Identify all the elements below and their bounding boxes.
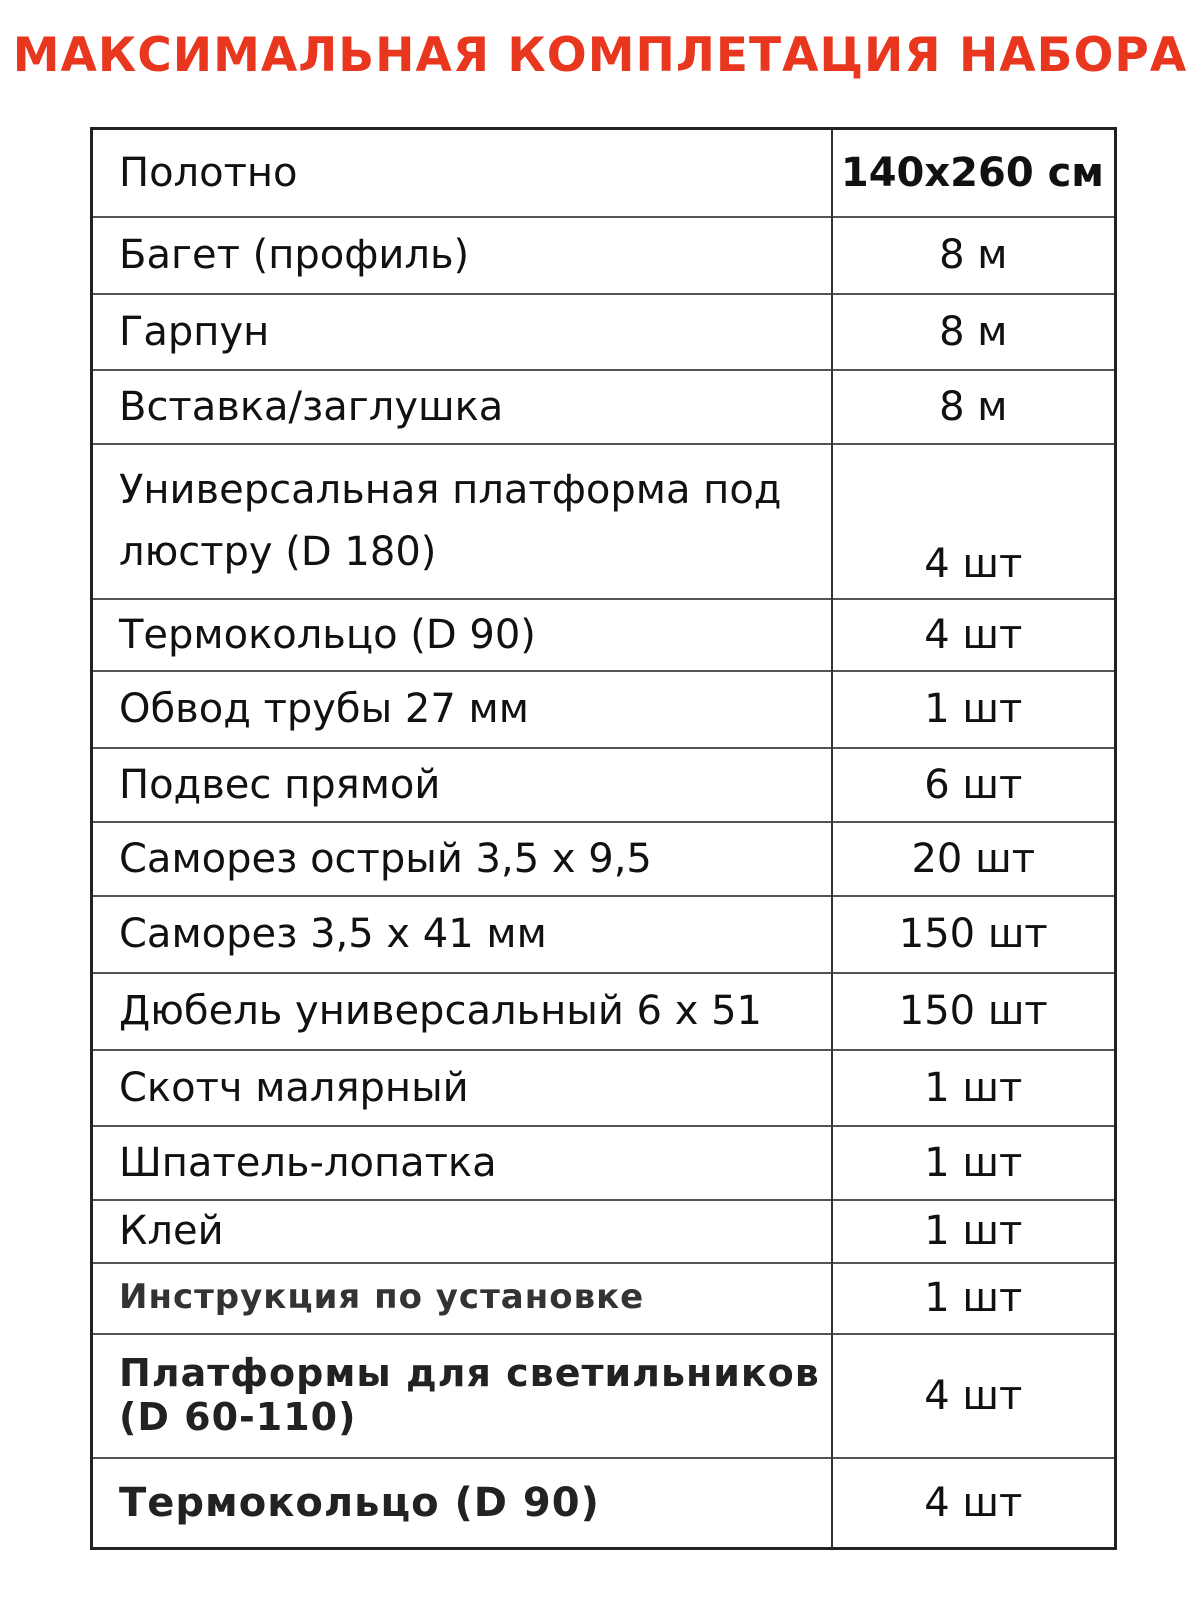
item-quantity: 6 шт xyxy=(832,748,1116,822)
item-name: Скотч малярный xyxy=(92,1050,832,1126)
item-quantity: 4 шт xyxy=(832,599,1116,671)
table-row xyxy=(92,599,1116,671)
item-quantity: 1 шт xyxy=(832,1200,1116,1263)
item-name: Шпатель-лопатка xyxy=(92,1126,832,1200)
item-quantity: 1 шт xyxy=(832,1263,1116,1334)
item-quantity: 1 шт xyxy=(832,1126,1116,1200)
item-name: Дюбель универсальный 6 х 51 xyxy=(92,973,832,1050)
table-row xyxy=(92,822,1116,896)
item-name: Саморез 3,5 х 41 мм xyxy=(92,896,832,973)
page-title: МАКСИМАЛЬНАЯ КОМПЛЕТАЦИЯ НАБОРА xyxy=(12,28,1188,83)
item-name: Подвес прямой xyxy=(92,748,832,822)
item-name: Багет (профиль) xyxy=(92,217,832,294)
table-row xyxy=(92,1458,1116,1549)
item-quantity: 1 шт xyxy=(832,1050,1116,1126)
item-name: Обвод трубы 27 мм xyxy=(92,671,832,748)
item-quantity: 150 шт xyxy=(832,973,1116,1050)
item-quantity: 1 шт xyxy=(832,671,1116,748)
table-row xyxy=(92,1334,1116,1458)
item-name: Клей xyxy=(92,1200,832,1263)
item-quantity: 4 шт xyxy=(832,444,1116,599)
table-row xyxy=(92,1263,1116,1334)
item-name: Саморез острый 3,5 х 9,5 xyxy=(92,822,832,896)
table-row xyxy=(92,444,1116,599)
item-quantity: 8 м xyxy=(832,217,1116,294)
item-quantity: 150 шт xyxy=(832,896,1116,973)
kit-contents-table xyxy=(90,127,1117,1550)
item-name: Инструкция по установке xyxy=(92,1263,832,1334)
item-name: Вставка/заглушка xyxy=(92,370,832,444)
table-row xyxy=(92,294,1116,370)
table-row xyxy=(92,1050,1116,1126)
item-name: Универсальная платформа под люстру (D 180) xyxy=(92,444,832,599)
item-quantity: 4 шт xyxy=(832,1458,1116,1549)
item-quantity: 8 м xyxy=(832,294,1116,370)
table-row xyxy=(92,1126,1116,1200)
item-name: Термокольцо (D 90) xyxy=(92,1458,832,1549)
item-name: Термокольцо (D 90) xyxy=(92,599,832,671)
item-name: Полотно xyxy=(92,129,832,217)
item-quantity: 8 м xyxy=(832,370,1116,444)
item-quantity: 140х260 см xyxy=(840,149,1104,196)
item-quantity: 20 шт xyxy=(832,822,1116,896)
table-row xyxy=(92,973,1116,1050)
table-row xyxy=(92,671,1116,748)
item-name: Гарпун xyxy=(92,294,832,370)
item-name: Платформы для светильников (D 60-110) xyxy=(92,1334,832,1458)
table-row xyxy=(92,896,1116,973)
table-row xyxy=(92,748,1116,822)
table-row xyxy=(92,370,1116,444)
item-quantity: 4 шт xyxy=(832,1334,1116,1458)
table-row xyxy=(92,1200,1116,1263)
table-row xyxy=(92,129,1116,217)
table-row xyxy=(92,217,1116,294)
